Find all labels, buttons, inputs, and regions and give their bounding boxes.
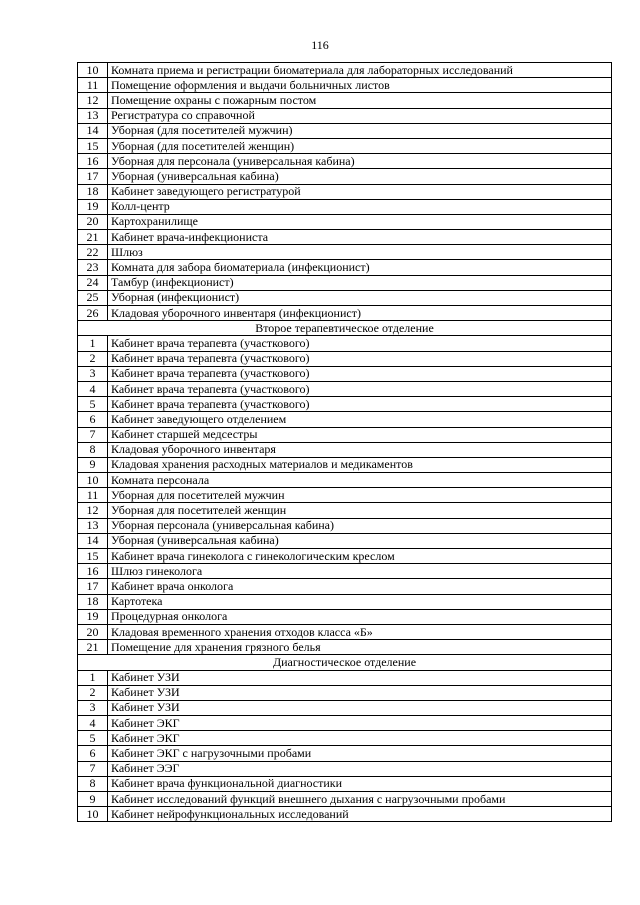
row-number: 19	[78, 199, 108, 214]
room-name: Тамбур (инфекционист)	[108, 275, 612, 290]
room-name: Кабинет врача функциональной диагностики	[108, 776, 612, 791]
table-row	[78, 518, 612, 533]
room-name: Комната для забора биоматериала (инфекционист)	[108, 260, 612, 275]
row-number: 1	[78, 336, 108, 351]
table-row	[78, 746, 612, 761]
room-name: Кабинет врача терапевта (участкового)	[108, 366, 612, 381]
room-name: Уборная (универсальная кабина)	[108, 533, 612, 548]
row-number: 26	[78, 306, 108, 321]
row-number: 8	[78, 776, 108, 791]
room-name: Процедурная онколога	[108, 609, 612, 624]
room-name: Кабинет врача гинеколога с гинекологическим креслом	[108, 549, 612, 564]
table-row	[78, 366, 612, 381]
row-number: 10	[78, 807, 108, 822]
room-name: Кабинет врача терапевта (участкового)	[108, 336, 612, 351]
table-row	[78, 457, 612, 472]
room-name: Кабинет заведующего регистратурой	[108, 184, 612, 199]
row-number: 11	[78, 488, 108, 503]
row-number: 16	[78, 154, 108, 169]
row-number: 2	[78, 351, 108, 366]
table-row	[78, 594, 612, 609]
row-number: 4	[78, 716, 108, 731]
page-number: 116	[311, 38, 329, 52]
row-number: 19	[78, 609, 108, 624]
room-name: Кабинет ЭЭГ	[108, 761, 612, 776]
row-number: 20	[78, 624, 108, 639]
table-row	[78, 579, 612, 594]
row-number: 6	[78, 746, 108, 761]
row-number: 10	[78, 473, 108, 488]
row-number: 15	[78, 138, 108, 153]
row-number: 25	[78, 290, 108, 305]
room-name: Кабинет старшей медсестры	[108, 427, 612, 442]
room-name: Картотека	[108, 594, 612, 609]
table-row	[78, 199, 612, 214]
row-number: 12	[78, 503, 108, 518]
room-name: Кладовая хранения расходных материалов и медикаментов	[108, 457, 612, 472]
table-row	[78, 78, 612, 93]
room-name: Уборная (инфекционист)	[108, 290, 612, 305]
row-number: 16	[78, 564, 108, 579]
row-number: 23	[78, 260, 108, 275]
table-row	[78, 624, 612, 639]
row-number: 20	[78, 214, 108, 229]
table-row	[78, 93, 612, 108]
room-name: Кабинет ЭКГ	[108, 716, 612, 731]
table-row	[78, 761, 612, 776]
row-number: 18	[78, 184, 108, 199]
row-number: 7	[78, 761, 108, 776]
row-number: 22	[78, 245, 108, 260]
room-name: Комната персонала	[108, 473, 612, 488]
table-row	[78, 564, 612, 579]
room-name: Кабинет УЗИ	[108, 700, 612, 715]
table-row	[78, 336, 612, 351]
room-name: Кабинет исследований функций внешнего дыхания с нагрузочными пробами	[108, 792, 612, 807]
row-number: 13	[78, 108, 108, 123]
row-number: 15	[78, 549, 108, 564]
room-name: Комната приема и регистрации биоматериала для лабораторных исследований	[108, 63, 612, 78]
section-title: Второе терапевтическое отделение	[78, 321, 612, 336]
room-name: Помещение охраны с пожарным постом	[108, 93, 612, 108]
table-row	[78, 123, 612, 138]
row-number: 8	[78, 442, 108, 457]
room-name: Уборная для посетителей женщин	[108, 503, 612, 518]
room-name: Кабинет нейрофункциональных исследований	[108, 807, 612, 822]
room-name: Уборная (для посетителей мужчин)	[108, 123, 612, 138]
table-row	[78, 700, 612, 715]
table-row	[78, 776, 612, 791]
room-name: Кабинет врача терапевта (участкового)	[108, 351, 612, 366]
table-row	[78, 169, 612, 184]
row-number: 3	[78, 366, 108, 381]
row-number: 3	[78, 700, 108, 715]
table-row	[78, 533, 612, 548]
row-number: 4	[78, 381, 108, 396]
row-number: 13	[78, 518, 108, 533]
row-number: 1	[78, 670, 108, 685]
row-number: 9	[78, 457, 108, 472]
room-name: Кабинет врача-инфекциониста	[108, 230, 612, 245]
room-name: Кабинет врача терапевта (участкового)	[108, 381, 612, 396]
room-name: Помещение для хранения грязного белья	[108, 640, 612, 655]
row-number: 12	[78, 93, 108, 108]
room-name: Помещение оформления и выдачи больничных листов	[108, 78, 612, 93]
table-row	[78, 275, 612, 290]
room-name: Уборная персонала (универсальная кабина)	[108, 518, 612, 533]
section-title: Диагностическое отделение	[78, 655, 612, 670]
table-row	[78, 670, 612, 685]
row-number: 14	[78, 533, 108, 548]
table-row	[78, 792, 612, 807]
room-name: Кабинет заведующего отделением	[108, 412, 612, 427]
room-name: Уборная (для посетителей женщин)	[108, 138, 612, 153]
room-name: Кладовая уборочного инвентаря	[108, 442, 612, 457]
room-name: Регистратура со справочной	[108, 108, 612, 123]
rooms-table	[77, 62, 612, 822]
table-row	[78, 473, 612, 488]
table-row	[78, 640, 612, 655]
table-row	[78, 184, 612, 199]
row-number: 6	[78, 412, 108, 427]
room-name: Кладовая уборочного инвентаря (инфекционист)	[108, 306, 612, 321]
table-row	[78, 290, 612, 305]
table-row	[78, 442, 612, 457]
room-name: Кладовая временного хранения отходов класса «Б»	[108, 624, 612, 639]
table-row	[78, 260, 612, 275]
table-row	[78, 397, 612, 412]
rooms-table-body	[78, 63, 612, 822]
table-row	[78, 503, 612, 518]
row-number: 14	[78, 123, 108, 138]
table-row	[78, 731, 612, 746]
room-name: Колл-центр	[108, 199, 612, 214]
room-name: Шлюз гинеколога	[108, 564, 612, 579]
room-name: Кабинет ЭКГ	[108, 731, 612, 746]
table-row	[78, 230, 612, 245]
section-header-row	[78, 321, 612, 336]
table-row	[78, 412, 612, 427]
row-number: 17	[78, 579, 108, 594]
table-row	[78, 306, 612, 321]
table-row	[78, 609, 612, 624]
table-row	[78, 716, 612, 731]
row-number: 5	[78, 731, 108, 746]
table-row	[78, 807, 612, 822]
table-row	[78, 154, 612, 169]
room-name: Кабинет врача терапевта (участкового)	[108, 397, 612, 412]
section-header-row	[78, 655, 612, 670]
row-number: 9	[78, 792, 108, 807]
room-name: Кабинет ЭКГ с нагрузочными пробами	[108, 746, 612, 761]
row-number: 2	[78, 685, 108, 700]
row-number: 21	[78, 230, 108, 245]
table-row	[78, 63, 612, 78]
row-number: 18	[78, 594, 108, 609]
table-row	[78, 549, 612, 564]
table-row	[78, 488, 612, 503]
table-row	[78, 214, 612, 229]
table-row	[78, 138, 612, 153]
row-number: 24	[78, 275, 108, 290]
room-name: Уборная для посетителей мужчин	[108, 488, 612, 503]
row-number: 21	[78, 640, 108, 655]
table-row	[78, 427, 612, 442]
row-number: 5	[78, 397, 108, 412]
table-row	[78, 245, 612, 260]
room-name: Кабинет врача онколога	[108, 579, 612, 594]
room-name: Кабинет УЗИ	[108, 670, 612, 685]
room-name: Уборная (универсальная кабина)	[108, 169, 612, 184]
table-row	[78, 685, 612, 700]
room-name: Кабинет УЗИ	[108, 685, 612, 700]
table-row	[78, 351, 612, 366]
table-row	[78, 381, 612, 396]
room-name: Шлюз	[108, 245, 612, 260]
row-number: 17	[78, 169, 108, 184]
room-name: Уборная для персонала (универсальная кабина)	[108, 154, 612, 169]
table-row	[78, 108, 612, 123]
room-name: Картохранилище	[108, 214, 612, 229]
row-number: 11	[78, 78, 108, 93]
row-number: 10	[78, 63, 108, 78]
row-number: 7	[78, 427, 108, 442]
